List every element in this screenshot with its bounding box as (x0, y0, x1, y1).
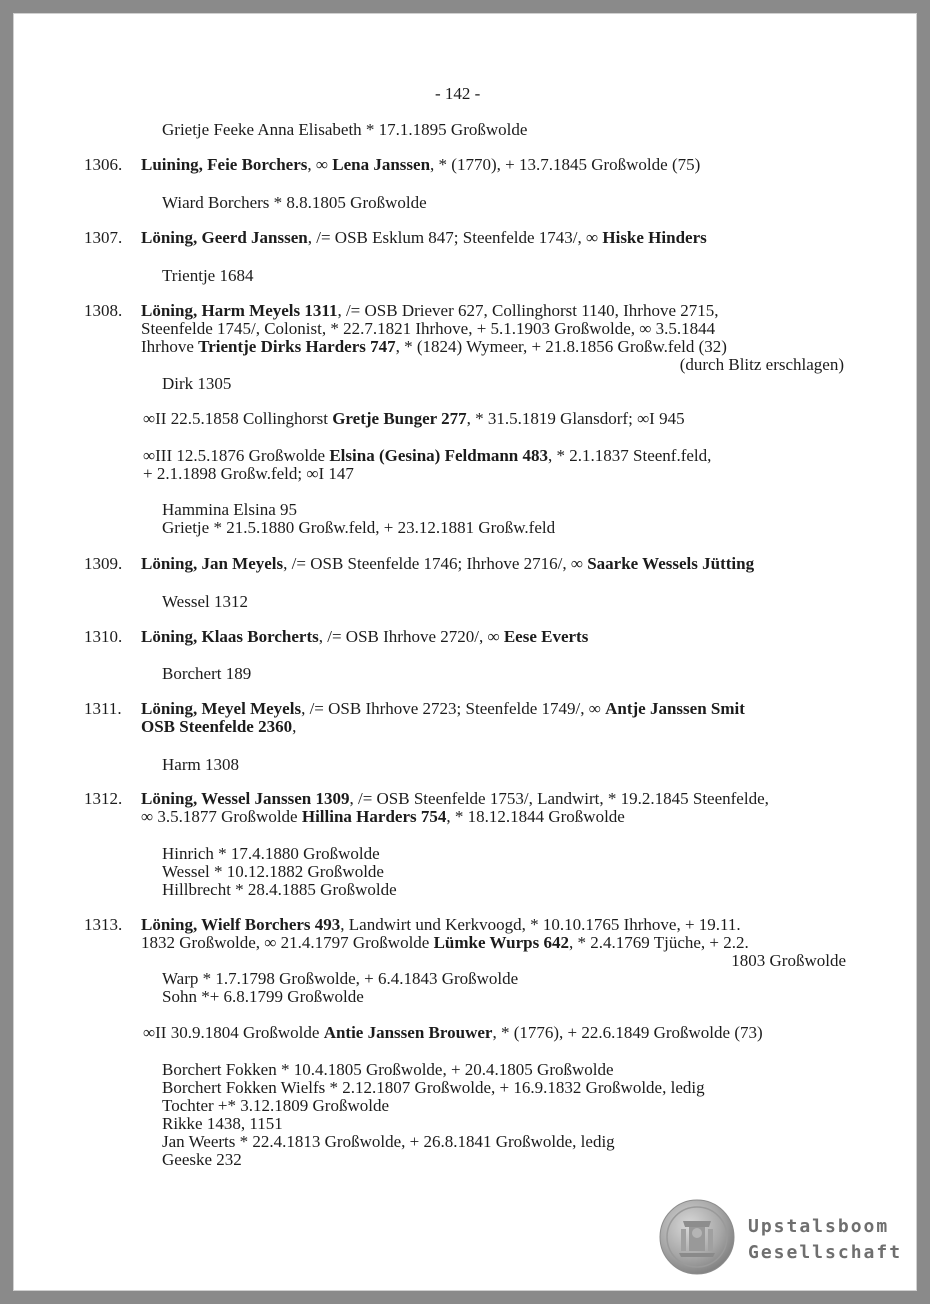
entry-number-1307: 1307. (84, 228, 123, 247)
person-name: Löning, Wessel Janssen 1309 (141, 789, 350, 808)
child-line: Borchert 189 (162, 664, 252, 683)
child-line: Wessel 1312 (162, 592, 248, 611)
child-line: Rikke 1438, 1151 (162, 1114, 283, 1133)
child-line: Tochter +* 3.12.1809 Großwolde (162, 1096, 389, 1115)
spouse-name: Trientje Dirks Harders 747 (198, 337, 396, 356)
marriage-line: ∞III 12.5.1876 Großwolde Elsina (Gesina) Feldmann 483, * 2.1.1837 Steenf.feld, (143, 446, 712, 465)
entry-1308-line2: Steenfelde 1745/, Colonist, * 22.7.1821 Ihrhove, + 5.1.1903 Großwolde, ∞ 3.5.1844 (141, 319, 716, 338)
entry-number-1309: 1309. (84, 554, 123, 573)
page-number: - 142 - (435, 84, 481, 103)
entry-number-1308: 1308. (84, 301, 123, 320)
person-name: Luining, Feie Borchers (141, 155, 308, 174)
person-name: Löning, Meyel Meyels (141, 699, 302, 718)
spouse-name: Antje Janssen Smit (605, 699, 745, 718)
person-name: Löning, Klaas Borcherts (141, 627, 319, 646)
entry-number-1312: 1312. (84, 789, 123, 808)
child-line: Geeske 232 (162, 1150, 242, 1169)
spouse-name: Saarke Wessels Jütting (587, 554, 755, 573)
child-line: Trientje 1684 (162, 266, 254, 285)
entry-1309-line1: Löning, Jan Meyels, /= OSB Steenfelde 1746; Ihrhove 2716/, ∞ Saarke Wessels Jütting (141, 554, 755, 573)
entry-1313-line2: 1832 Großwolde, ∞ 21.4.1797 Großwolde Lümke Wurps 642, * 2.4.1769 Tjüche, + 2.2. (141, 933, 749, 952)
entry-1308-line4: (durch Blitz erschlagen) (679, 355, 844, 374)
spouse-name: Elsina (Gesina) Feldmann 483 (329, 446, 549, 465)
entry-1311-line2: OSB Steenfelde 2360, (141, 717, 297, 736)
child-line: Borchert Fokken Wielfs * 2.12.1807 Großwolde, + 16.9.1832 Großwolde, ledig (162, 1078, 705, 1097)
entry-1311-line1: Löning, Meyel Meyels, /= OSB Ihrhove 2723; Steenfelde 1749/, ∞ Antje Janssen Smit (141, 699, 745, 718)
child-line: Sohn *+ 6.8.1799 Großwolde (162, 987, 364, 1006)
entry-number-1311: 1311. (84, 699, 122, 718)
entry-number-1313: 1313. (84, 915, 123, 934)
child-line: Jan Weerts * 22.4.1813 Großwolde, + 26.8.1841 Großwolde, ledig (162, 1132, 615, 1151)
entry-1310-line1: Löning, Klaas Borcherts, /= OSB Ihrhove 2720/, ∞ Eese Everts (141, 627, 589, 646)
marriage-line: ∞II 30.9.1804 Großwolde Antie Janssen Brouwer, * (1776), + 22.6.1849 Großwolde (73) (143, 1023, 763, 1042)
entry-1308-line3: Ihrhove Trientje Dirks Harders 747, * (1824) Wymeer, + 21.8.1856 Großw.feld (32) (141, 337, 727, 356)
child-line: Wessel * 10.12.1882 Großwolde (162, 862, 384, 881)
child-line: Grietje Feeke Anna Elisabeth * 17.1.1895 Großwolde (162, 120, 528, 139)
entry-1308-line1: Löning, Harm Meyels 1311, /= OSB Driever 627, Collinghorst 1140, Ihrhove 2715, (141, 301, 719, 320)
child-line: Grietje * 21.5.1880 Großw.feld, + 23.12.1881 Großw.feld (162, 518, 556, 537)
spouse-name: Gretje Bunger 277 (332, 409, 467, 428)
child-line: Wiard Borchers * 8.8.1805 Großwolde (162, 193, 427, 212)
child-line: Harm 1308 (162, 755, 239, 774)
child-line: Dirk 1305 (162, 374, 232, 393)
person-name: Löning, Harm Meyels 1311 (141, 301, 338, 320)
child-line: Hillbrecht * 28.4.1885 Großwolde (162, 880, 397, 899)
spouse-name: Hillina Harders 754 (301, 807, 447, 826)
marriage-line-cont: + 2.1.1898 Großw.feld; ∞I 147 (143, 464, 354, 483)
entry-1312-line2: ∞ 3.5.1877 Großwolde Hillina Harders 754, * 18.12.1844 Großwolde (141, 807, 625, 826)
child-line: Borchert Fokken * 10.4.1805 Großwolde, + 20.4.1805 Großwolde (162, 1060, 614, 1079)
entry-1313-line1: Löning, Wielf Borchers 493, Landwirt und Kerkvoogd, * 10.10.1765 Ihrhove, + 19.11. (141, 915, 741, 934)
entry-1307-line1: Löning, Geerd Janssen, /= OSB Esklum 847; Steenfelde 1743/, ∞ Hiske Hinders (141, 228, 707, 247)
watermark-line1: Upstalsboom (748, 1216, 890, 1237)
child-line: Warp * 1.7.1798 Großwolde, + 6.4.1843 Großwolde (162, 969, 519, 988)
spouse-name: Eese Everts (503, 627, 589, 646)
entry-1313-line3: 1803 Großwolde (731, 951, 846, 970)
person-name: Löning, Wielf Borchers 493 (141, 915, 341, 934)
spouse-name: Antie Janssen Brouwer (323, 1023, 493, 1042)
spouse-name: Lena Janssen (332, 155, 431, 174)
entry-1306-line1: Luining, Feie Borchers, ∞ Lena Janssen, * (1770), + 13.7.1845 Großwolde (75) (141, 155, 701, 174)
spouse-name: Hiske Hinders (602, 228, 707, 247)
society-seal-icon (659, 1199, 735, 1275)
person-name: Löning, Geerd Janssen (141, 228, 308, 247)
entry-1312-line1: Löning, Wessel Janssen 1309, /= OSB Steenfelde 1753/, Landwirt, * 19.2.1845 Steenfelde, (141, 789, 769, 808)
child-line: Hammina Elsina 95 (162, 500, 298, 519)
entry-number-1310: 1310. (84, 627, 123, 646)
document-page (13, 13, 917, 1291)
spouse-name: Lümke Wurps 642 (433, 933, 570, 952)
child-line: Hinrich * 17.4.1880 Großwolde (162, 844, 380, 863)
marriage-line: ∞II 22.5.1858 Collinghorst Gretje Bunger 277, * 31.5.1819 Glansdorf; ∞I 945 (143, 409, 685, 428)
person-name: Löning, Jan Meyels (141, 554, 284, 573)
watermark-line2: Gesellschaft (748, 1242, 903, 1263)
entry-number-1306: 1306. (84, 155, 123, 174)
